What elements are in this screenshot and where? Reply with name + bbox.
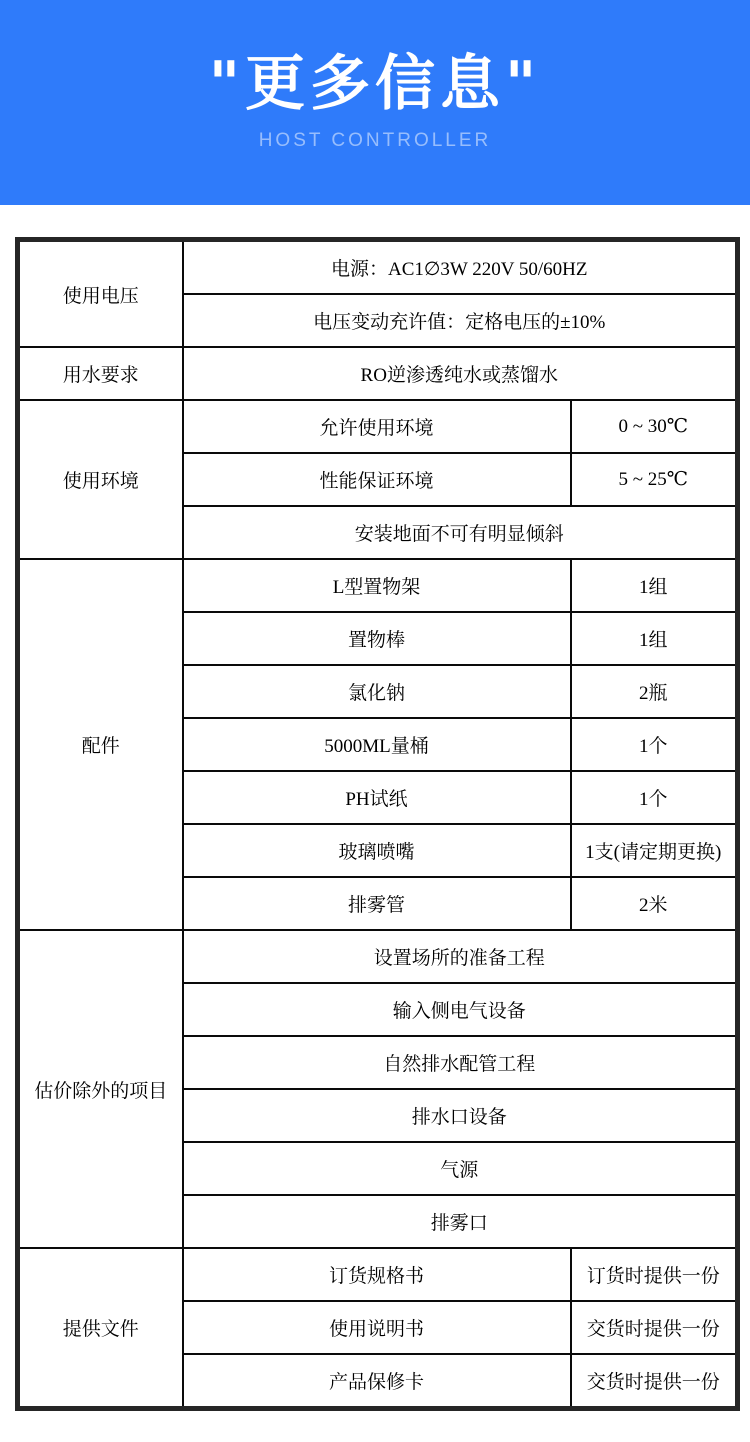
spec-value: 1支(请定期更换) xyxy=(571,824,738,877)
spec-item: RO逆渗透纯水或蒸馏水 xyxy=(183,347,738,400)
spec-item: 气源 xyxy=(183,1142,738,1195)
spec-item: 订货规格书 xyxy=(183,1248,571,1301)
spec-table-wrapper xyxy=(15,237,735,1411)
spec-table xyxy=(15,237,740,1411)
spec-value: 1个 xyxy=(571,718,738,771)
table-row xyxy=(18,930,738,983)
spec-value: 2瓶 xyxy=(571,665,738,718)
spec-item: 输入侧电气设备 xyxy=(183,983,738,1036)
table-row xyxy=(18,559,738,612)
table-row xyxy=(18,400,738,453)
spec-item: 电压变动充许值：定格电压的±10% xyxy=(183,294,738,347)
table-row xyxy=(18,347,738,400)
spec-item: 玻璃喷嘴 xyxy=(183,824,571,877)
spec-item: L型置物架 xyxy=(183,559,571,612)
spec-item: 排雾管 xyxy=(183,877,571,930)
table-row xyxy=(18,1248,738,1301)
section-label: 使用电压 xyxy=(18,240,183,348)
spec-item: 氯化钠 xyxy=(183,665,571,718)
spec-value: 交货时提供一份 xyxy=(571,1301,738,1354)
spec-item: 性能保证环境 xyxy=(183,453,571,506)
spec-item: 电源：AC1∅3W 220V 50/60HZ xyxy=(183,240,738,295)
spec-item: 排水口设备 xyxy=(183,1089,738,1142)
page-title: "更多信息" xyxy=(208,48,542,119)
spec-value: 1组 xyxy=(571,559,738,612)
spec-value: 2米 xyxy=(571,877,738,930)
spec-table-body xyxy=(18,240,738,1409)
spec-value: 1个 xyxy=(571,771,738,824)
spec-item: 5000ML量桶 xyxy=(183,718,571,771)
section-label: 配件 xyxy=(18,559,183,930)
header-banner xyxy=(0,0,750,205)
spec-value: 订货时提供一份 xyxy=(571,1248,738,1301)
spec-item: 使用说明书 xyxy=(183,1301,571,1354)
spec-item: 设置场所的准备工程 xyxy=(183,930,738,983)
spec-item: 排雾口 xyxy=(183,1195,738,1248)
section-label: 用水要求 xyxy=(18,347,183,400)
page-subtitle: HOST CONTROLLER xyxy=(258,129,492,151)
spec-value: 0 ~ 30℃ xyxy=(571,400,738,453)
spec-value: 1组 xyxy=(571,612,738,665)
table-row xyxy=(18,240,738,295)
spec-item: 安装地面不可有明显倾斜 xyxy=(183,506,738,559)
section-label: 使用环境 xyxy=(18,400,183,559)
spec-value: 5 ~ 25℃ xyxy=(571,453,738,506)
spec-item: PH试纸 xyxy=(183,771,571,824)
spec-value: 交货时提供一份 xyxy=(571,1354,738,1409)
spec-item: 自然排水配管工程 xyxy=(183,1036,738,1089)
spec-item: 产品保修卡 xyxy=(183,1354,571,1409)
spec-item: 置物棒 xyxy=(183,612,571,665)
section-label: 提供文件 xyxy=(18,1248,183,1409)
spec-item: 允许使用环境 xyxy=(183,400,571,453)
section-label: 估价除外的项目 xyxy=(18,930,183,1248)
